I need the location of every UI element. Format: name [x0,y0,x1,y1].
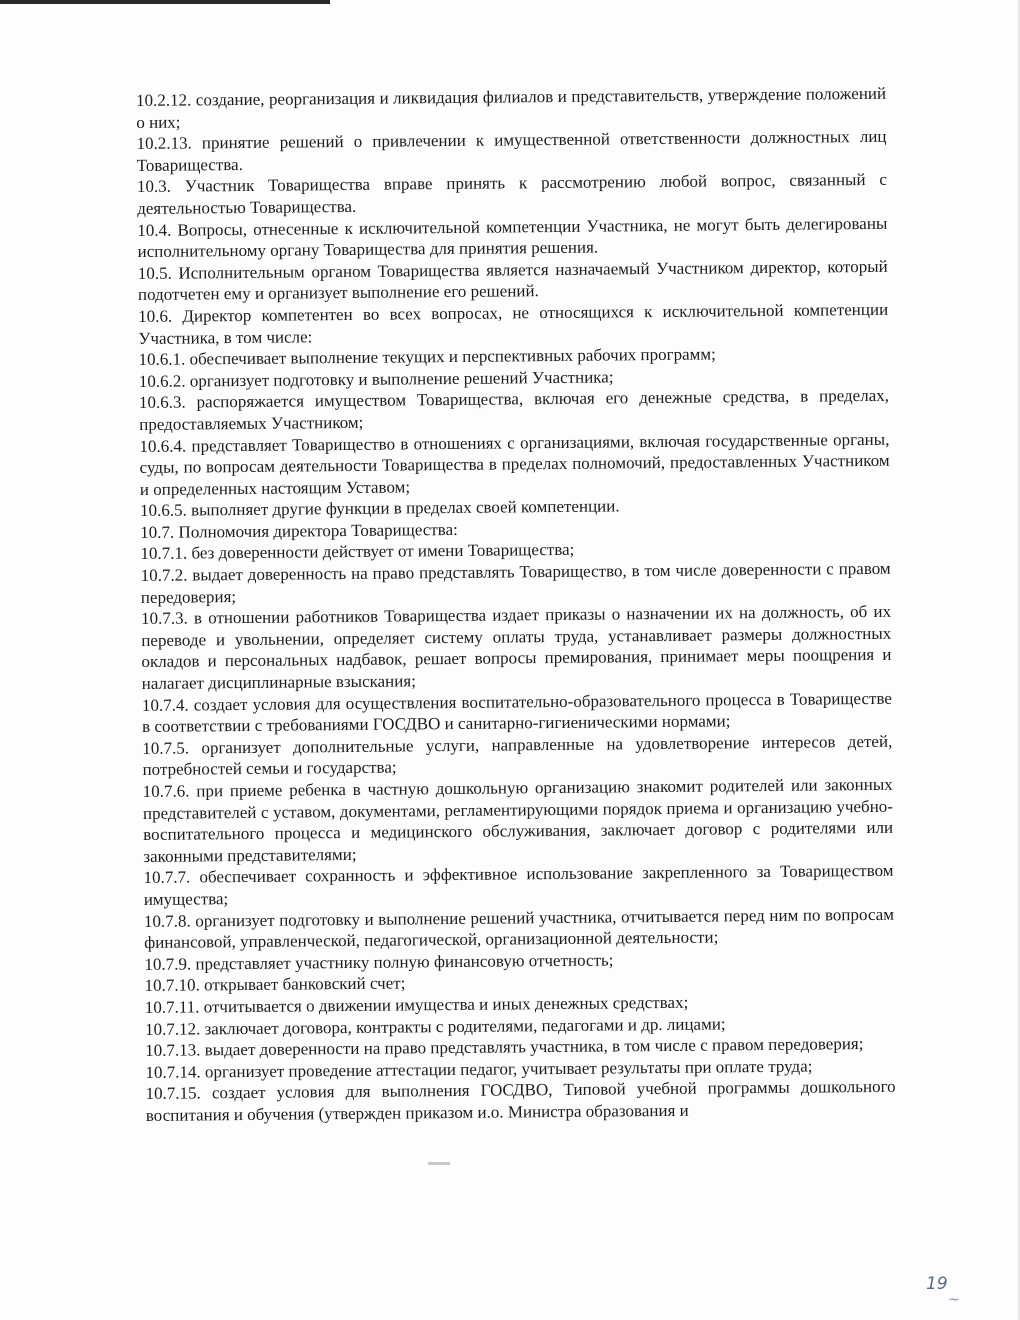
paragraph-10-6: 10.6. Директор компетентен во всех вопросах, не относящихся к исключительной компетенции Участника, в том числе: [138,299,889,348]
paragraph-10-7: 10.7. Полномочия директора Товарищества: [140,519,458,542]
paragraph-10-7-2: 10.7.2. выдает доверенность на право представлять Товарищество, в том числе доверенности с правом передоверия; [140,558,891,607]
paragraph-10-4: 10.4. Вопросы, отнесенные к исключительной компетенции Участника, не могут быть делегированы исполнительному органу Товарищества для принятия решения. [137,213,888,262]
handwritten-page-number: 19 [926,1274,948,1294]
paragraph-10-6-3: 10.6.3. распоряжается имуществом Товарищества, включая его денежные средства, в пределах, предоставляемых Участником; [138,386,890,434]
paragraph-10-7-8: 10.7.8. организует подготовку и выполнение решений участника, отчитывается перед ним по вопросам финансовой, управленческой, педагогической, организационной деятельности; [143,904,895,953]
paragraph-10-7-4: 10.7.4. создает условия для осуществления воспитательно-образовательного процесса в Товариществе в соответствии с требованиями ГОСДВО и санитарно-гигиеническими нормами; [141,688,892,737]
paragraph-10-7-5: 10.7.5. организует дополнительные услуги, направленные на удовлетворение интересов детей, потребностей семьи и государства; [142,731,893,780]
paragraph-10-7-1: 10.7.1. без доверенности действует от имени Товарищества; [140,540,575,564]
paragraph-10-3: 10.3. Участник Товарищества вправе принять к рассмотрению любой вопрос, связанный с деятельностью Товарищества. [136,170,887,218]
paragraph-10-6-2: 10.6.2. организует подготовку и выполнение решений Участника; [138,367,614,391]
paragraph-10-6-1: 10.6.1. обеспечивает выполнение текущих и перспективных рабочих программ; [138,344,716,370]
paragraph-10-7-10: 10.7.10. открывает банковский счет; [144,973,406,996]
paragraph-10-7-13: 10.7.13. выдает доверенности на право представлять участника, в том числе с правом передоверия; [145,1034,864,1061]
paragraph-10-7-15: 10.7.15. создает условия для выполнения ГОСДВО, Типовой учебной программы дошкольного воспитания и обучения (утвержден приказом и.о. Министра образования и [145,1077,896,1125]
paragraph-10-7-9: 10.7.9. представляет участнику полную финансовую отчетность; [144,950,614,974]
paragraph-10-6-4: 10.6.4. представляет Товарищество в отношениях с организациями, включая государственные органы, суды, по вопросам деятельности Товарищества в пределах полномочий, предоставленных Участником и определенных настоящим Уставом; [139,429,890,499]
paragraph-10-7-7: 10.7.7. обеспечивает сохранность и эффективное использование закрепленного за Товариществом имущества; [143,861,894,909]
paragraph-10-2-12: 10.2.12. создание, реорганизация и ликвидация филиалов и представительств, утверждение положений о них; [136,83,887,132]
paragraph-10-5: 10.5. Исполнительным органом Товарищества является назначаемый Участником директор, который подотчетен ему и организует выполнение его решений. [137,256,888,305]
scan-edge-top [0,0,330,4]
paragraph-10-7-6: 10.7.6. при приеме ребенка в частную дошкольную организацию знакомит родителей или законных представителей с уставом, документами, регламентирующими порядок приема и организацию учебно-воспитательного процесса и медицинского обслуживания, заключает договор с родителями или законными представителями; [142,774,894,866]
document-body [136,83,896,1127]
paragraph-10-7-11: 10.7.11. отчитывается о движении имущества и иных денежных средствах; [144,992,689,1017]
paragraph-10-2-13: 10.2.13. принятие решений о привлечении к имущественной ответственности должностных лиц Товарищества. [136,126,887,175]
paragraph-10-7-14: 10.7.14. организует проведение аттестации педагог, учитывает результаты при оплате труда; [145,1056,813,1082]
paragraph-10-6-5: 10.6.5. выполняет другие функции в пределах своей компетенции. [139,496,620,521]
handwritten-scribble: ~ [948,1292,963,1308]
paragraph-10-7-3: 10.7.3. в отношении работников Товарищества издает приказы о назначении их на должность, об их переводе и увольнении, определяет систему оплаты труда, устанавливает размеры должностных окладов и персональных надбавок, решает вопросы премирования, принимает меры поощрения и налагает дисциплинарные взыскания; [140,602,892,694]
scan-speck [428,1162,450,1165]
paragraph-10-7-12: 10.7.12. заключает договора, контракты с родителями, педагогами и др. лицами; [144,1013,726,1039]
